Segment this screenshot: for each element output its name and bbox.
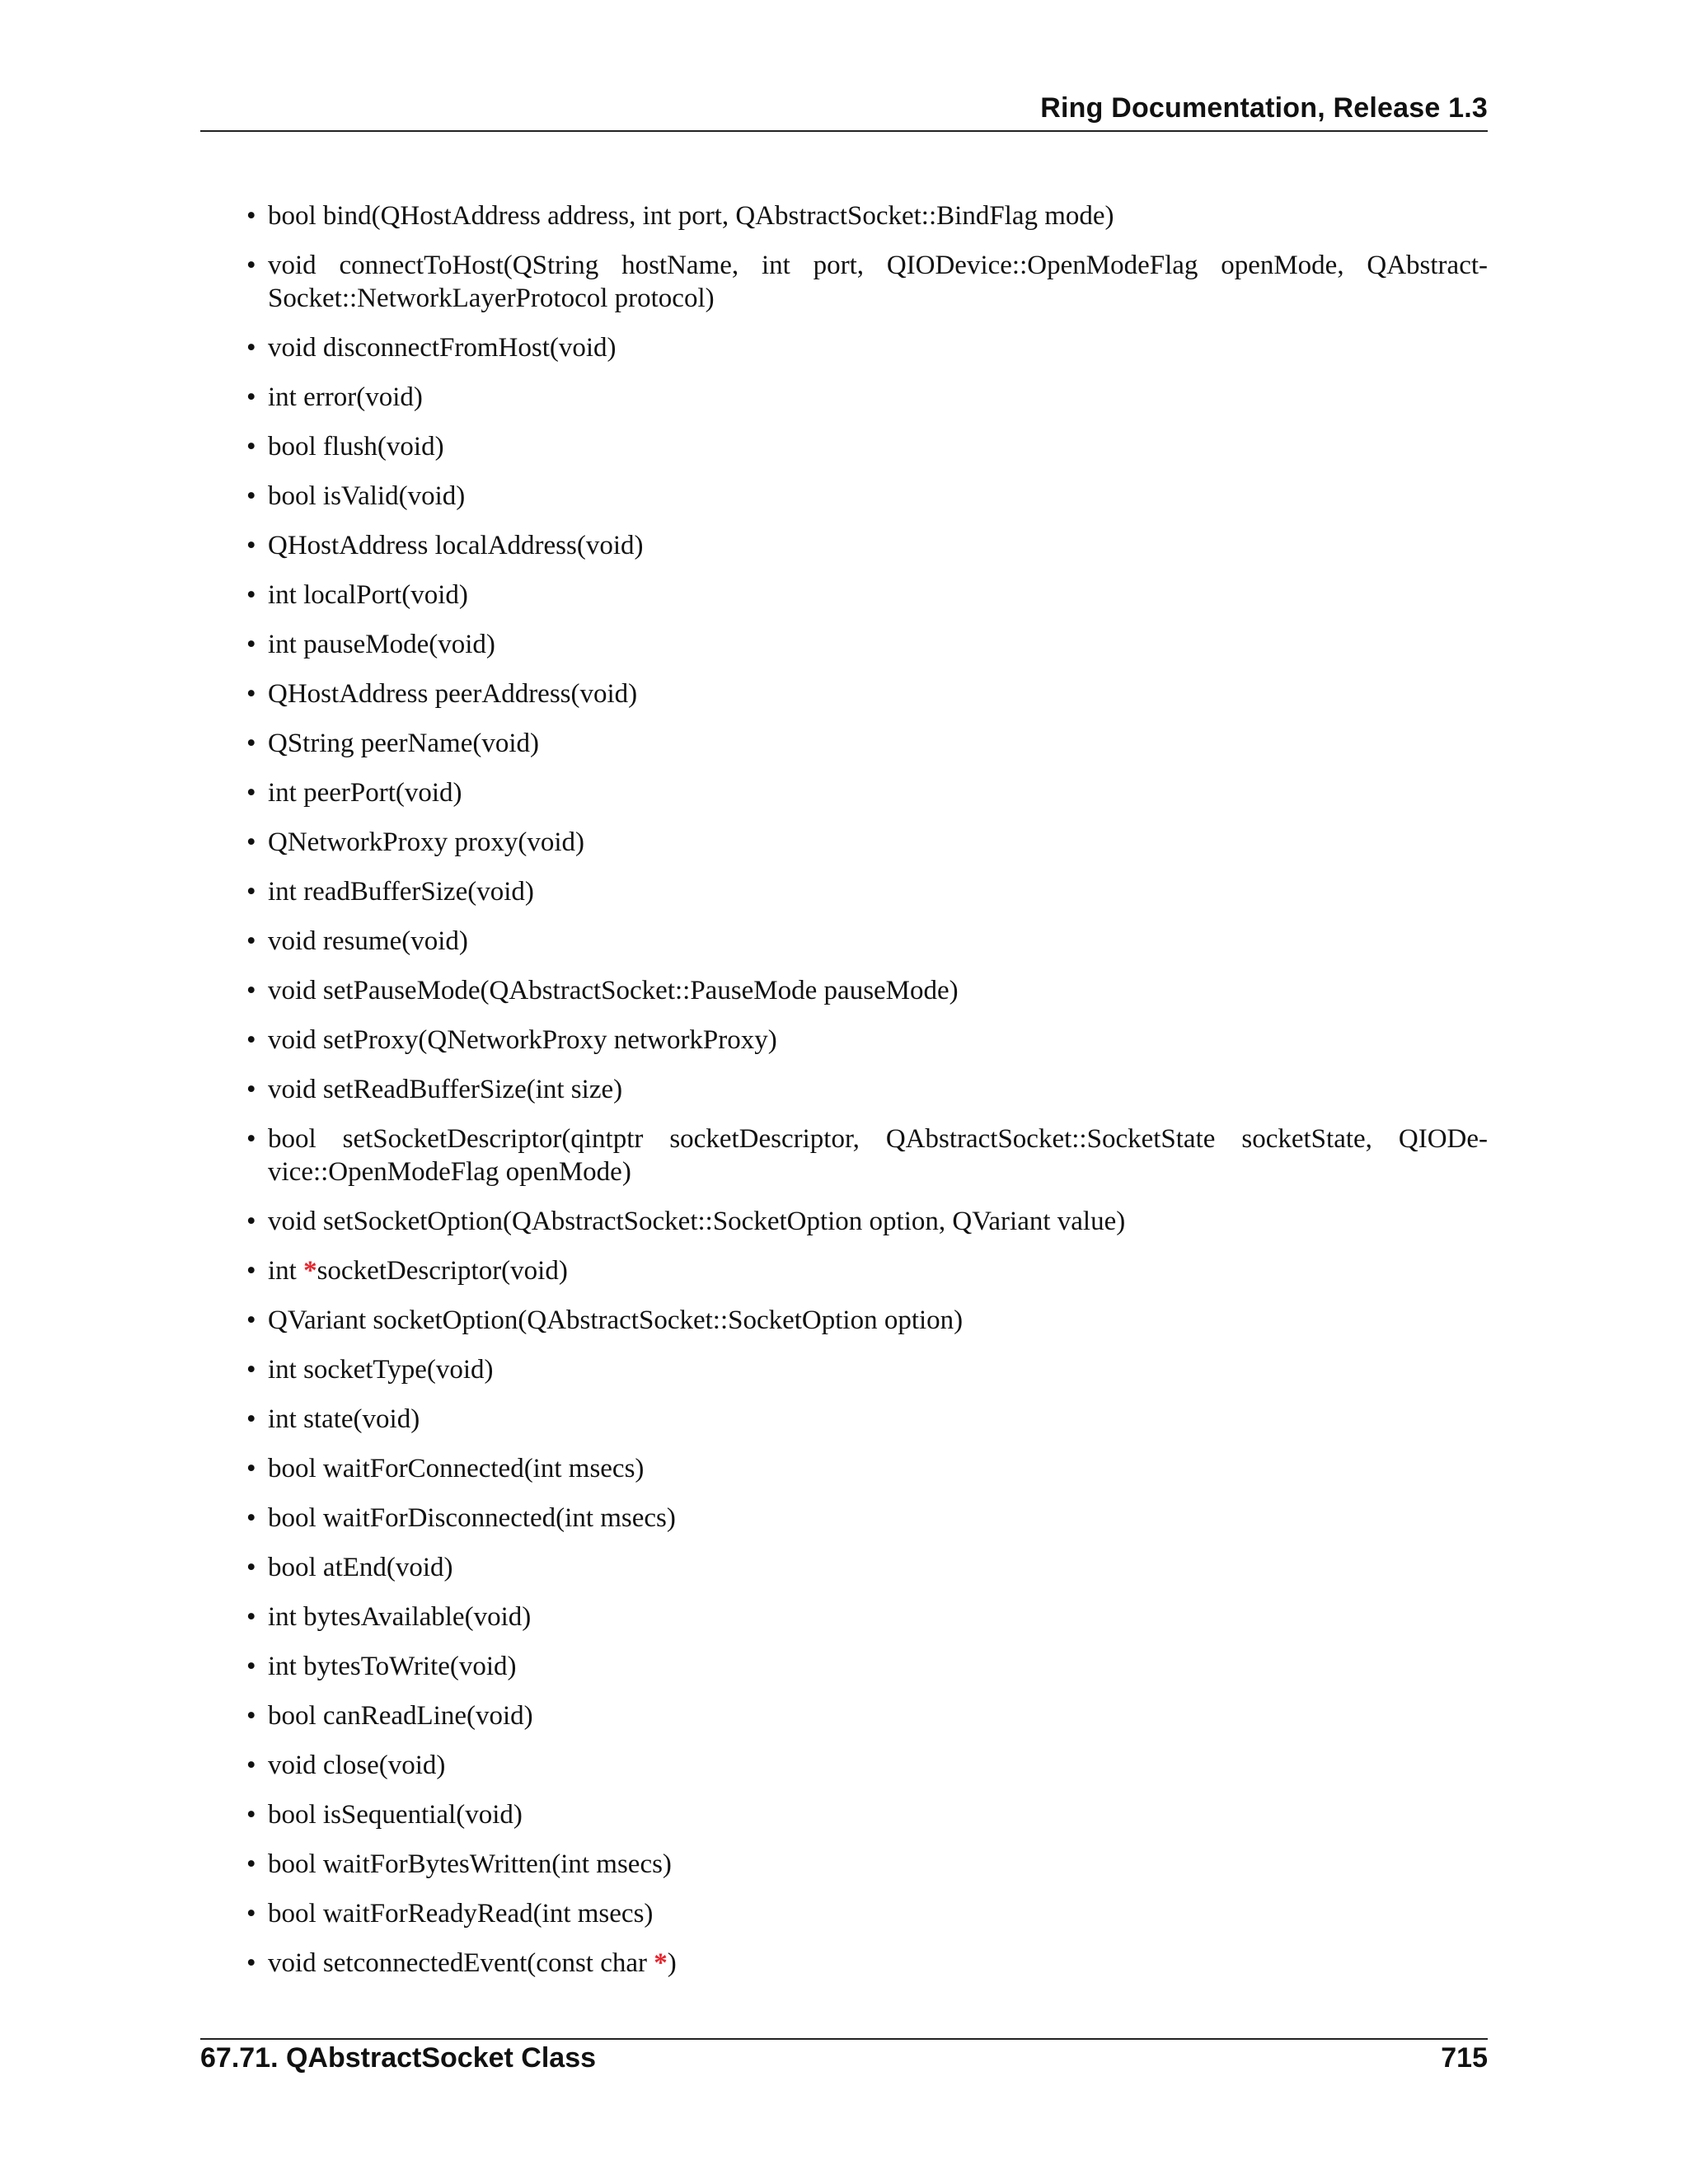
highlight-star: * [654, 1948, 668, 1978]
method-item: • int localPort(void) [268, 579, 1488, 612]
method-item: • QHostAddress peerAddress(void) [268, 677, 1488, 710]
method-item: • bool bind(QHostAddress address, int port, QAbstractSocket::BindFlag mode) [268, 199, 1488, 232]
method-text: ) [667, 1948, 677, 1978]
footer-rule [200, 2038, 1488, 2040]
method-item: • void setSocketOption(QAbstractSocket::SocketOption option, QVariant value) [268, 1205, 1488, 1238]
method-item: • bool atEnd(void) [268, 1551, 1488, 1584]
method-text: int [268, 1256, 304, 1286]
highlight-star: * [303, 1256, 317, 1286]
method-item: • bool waitForBytesWritten(int msecs) [268, 1848, 1488, 1881]
method-item: • void setReadBufferSize(int size) [268, 1073, 1488, 1106]
method-item: • int pauseMode(void) [268, 628, 1488, 661]
method-item: • void resume(void) [268, 925, 1488, 958]
method-item [268, 1254, 1488, 1287]
method-item: • void setPauseMode(QAbstractSocket::PauseMode pauseMode) [268, 974, 1488, 1007]
method-item: • int error(void) [268, 381, 1488, 414]
method-item: • bool waitForConnected(int msecs) [268, 1452, 1488, 1485]
method-item: • int bytesToWrite(void) [268, 1650, 1488, 1683]
method-item: • void setProxy(QNetworkProxy networkProxy) [268, 1024, 1488, 1057]
method-item: • QNetworkProxy proxy(void) [268, 826, 1488, 859]
method-item: • int peerPort(void) [268, 776, 1488, 809]
method-item: • QString peerName(void) [268, 727, 1488, 760]
header-rule [200, 130, 1488, 132]
page-header-title: Ring Documentation, Release 1.3 [1040, 92, 1488, 124]
method-item: • bool flush(void) [268, 430, 1488, 463]
method-item: • int bytesAvailable(void) [268, 1601, 1488, 1633]
method-item: • bool waitForDisconnected(int msecs) [268, 1502, 1488, 1535]
method-item: • bool waitForReadyRead(int msecs) [268, 1897, 1488, 1930]
method-item: • void connectToHost(QString hostName, int port, QIODevice::OpenModeFlag openMode, QAbstract-Socket::NetworkLayerProtocol protocol) [268, 249, 1488, 315]
method-item: • void disconnectFromHost(void) [268, 331, 1488, 364]
method-item: • bool canReadLine(void) [268, 1699, 1488, 1732]
method-item: • bool setSocketDescriptor(qintptr socketDescriptor, QAbstractSocket::SocketState socketState, QIODe-vice::OpenModeFlag openMode) [268, 1122, 1488, 1188]
method-text: socketDescriptor(void) [316, 1256, 568, 1286]
footer-section-title: 67.71. QAbstractSocket Class [200, 2042, 597, 2074]
method-item [268, 1947, 1488, 1980]
page-number: 715 [1441, 2042, 1488, 2074]
method-item: • int socketType(void) [268, 1353, 1488, 1386]
method-item: • bool isSequential(void) [268, 1798, 1488, 1831]
method-item: • void close(void) [268, 1749, 1488, 1782]
method-item: • int state(void) [268, 1403, 1488, 1436]
method-text: void setconnectedEvent(const char [268, 1948, 654, 1978]
method-item: • bool isValid(void) [268, 480, 1488, 513]
method-list [268, 199, 1488, 1996]
method-item: • QVariant socketOption(QAbstractSocket::SocketOption option) [268, 1304, 1488, 1337]
method-item: • QHostAddress localAddress(void) [268, 529, 1488, 562]
method-item: • int readBufferSize(void) [268, 875, 1488, 908]
